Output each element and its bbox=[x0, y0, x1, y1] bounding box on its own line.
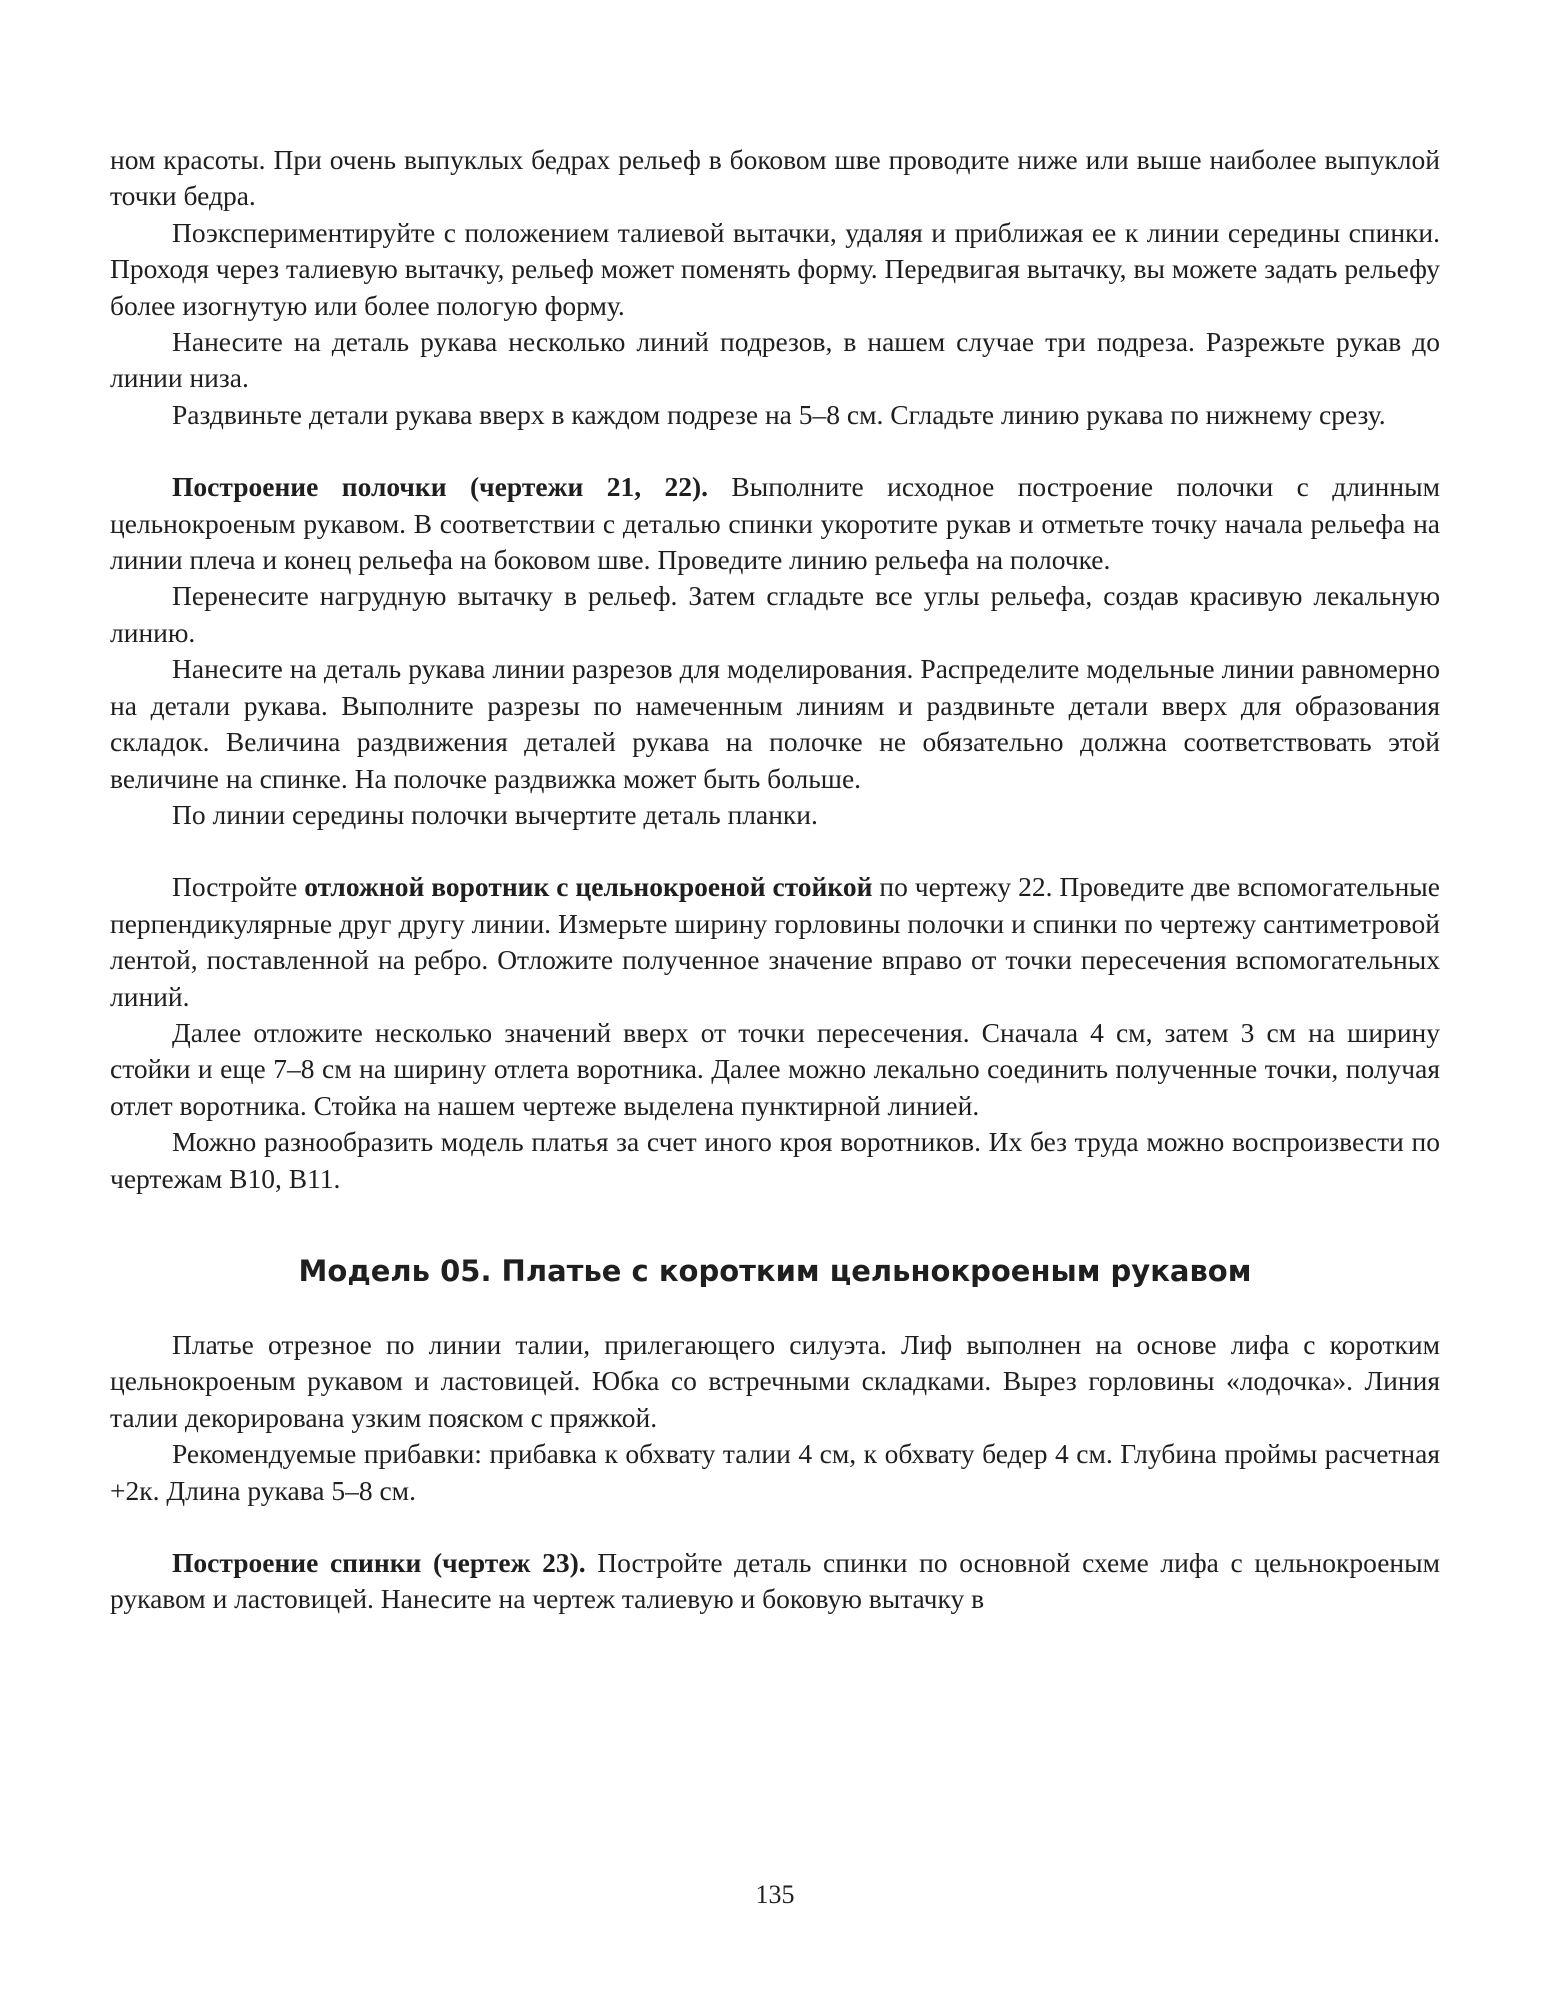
paragraph-collar bbox=[110, 869, 1440, 1015]
page-number: 135 bbox=[755, 1880, 795, 1909]
spacer bbox=[110, 433, 1440, 469]
paragraph-collar-values: Далее отложите несколько значений вверх от точки пересечения. Сначала 4 см, затем 3 см на ширину стойки и еще 7–8 см на ширину отлета воротника. Далее можно лекально соединить полученные точки, получая отлет воротника. Стойка на нашем чертеже выделена пунктирной линией. bbox=[110, 1016, 1440, 1121]
front-heading: Построение полочки (чертежи 21, 22). bbox=[172, 471, 709, 503]
spacer bbox=[110, 1509, 1440, 1545]
paragraph-sleeve-spread: Раздвиньте детали рукава вверх в каждом подрезе на 5–8 см. Сгладьте линию рукава по нижнему срезу. bbox=[172, 398, 1386, 430]
spacer bbox=[110, 1291, 1440, 1327]
paragraph-model-description: Платье отрезное по линии талии, прилегающего силуэта. Лиф выполнен на основе лифа с коротким цельнокроеным рукавом и ластовицей. Юбка со встречными складками. Вырез горловины «лодочка». Линия талии декорирована узким пояском с пряжкой. bbox=[110, 1328, 1440, 1433]
paragraph-bust-dart: Перенесите нагрудную вытачку в рельеф. Затем сгладьте все углы рельефа, создав красивую лекальную линию. bbox=[110, 580, 1440, 648]
paragraph-sleeve-cuts: Нанесите на деталь рукава несколько линий подрезов, в нашем случае три подреза. Разрежьте рукав до линии низа. bbox=[110, 326, 1440, 394]
paragraph-allowances: Рекомендуемые прибавки: прибавка к обхвату талии 4 см, к обхвату бедер 4 см. Глубина проймы расчетная +2к. Длина рукава 5–8 см. bbox=[110, 1438, 1440, 1506]
paragraph-front-construction bbox=[110, 469, 1440, 578]
paragraph-dart-experiment: Поэкспериментируйте с положением талиевой вытачки, удаляя и приближая ее к линии середины спинки. Проходя через талиевую вытачку, рельеф может поменять форму. Передвигая вытачку, вы можете задать рельефу более изогнутую или более пологую форму. bbox=[110, 216, 1440, 321]
back-heading: Построение спинки (чертеж 23). bbox=[172, 1547, 586, 1578]
paragraph-continuation: ном красоты. При очень выпуклых бедрах рельеф в боковом шве проводите ниже или выше наиболее выпуклой точки бедра. bbox=[110, 144, 1440, 212]
spacer bbox=[110, 833, 1440, 869]
section-title: Модель 05. Платье с коротким цельнокроеным рукавом bbox=[298, 1253, 1252, 1288]
paragraph-placket: По линии середины полочки вычертите деталь планки. bbox=[172, 798, 818, 830]
paragraph-front-sleeve-cuts: Нанесите на деталь рукава линии разрезов для моделирования. Распределите модельные линии равномерно на детали рукава. Выполните разрезы по намеченным линиям и раздвиньте детали вверх для образования складок. Величина раздвижения деталей рукава на полочке не обязательно должна соответствовать этой величине на спинке. На полочке раздвижка может быть больше. bbox=[110, 653, 1440, 794]
collar-bold: отложной воротник с цельнокроеной стойкой bbox=[304, 871, 873, 903]
spacer bbox=[110, 1197, 1440, 1251]
page-body bbox=[110, 142, 1440, 1618]
paragraph-back-construction bbox=[110, 1545, 1440, 1618]
collar-intro: Постройте bbox=[172, 871, 305, 903]
front-text: Выполните исходное построение полочки с длинным цельнокроеным рукавом. В соответствии с деталью спинки укоротите рукав и отметьте точку начала рельефа на линии плеча и конец рельефа на боковом шве. Проведите линию рельефа на полочке. bbox=[110, 471, 1440, 576]
back-text: Постройте деталь спинки по основной схеме лифа с цельнокроеным рукавом и ластовицей. Нанесите на чертеж талиевую и боковую вытачку в bbox=[110, 1547, 1440, 1615]
collar-text: по чертежу 22. Проведите две вспомогательные перпендикулярные друг другу линии. Измерьте ширину горловины полочки и спинки по чертежу сантиметровой лентой, поставленной на ребро. Отложите полученное значение вправо от точки пересечения вспомогательных линий. bbox=[110, 871, 1440, 1012]
paragraph-collar-variants: Можно разнообразить модель платья за счет иного кроя воротников. Их без труда можно воспроизвести по чертежам В10, В11. bbox=[110, 1126, 1440, 1194]
